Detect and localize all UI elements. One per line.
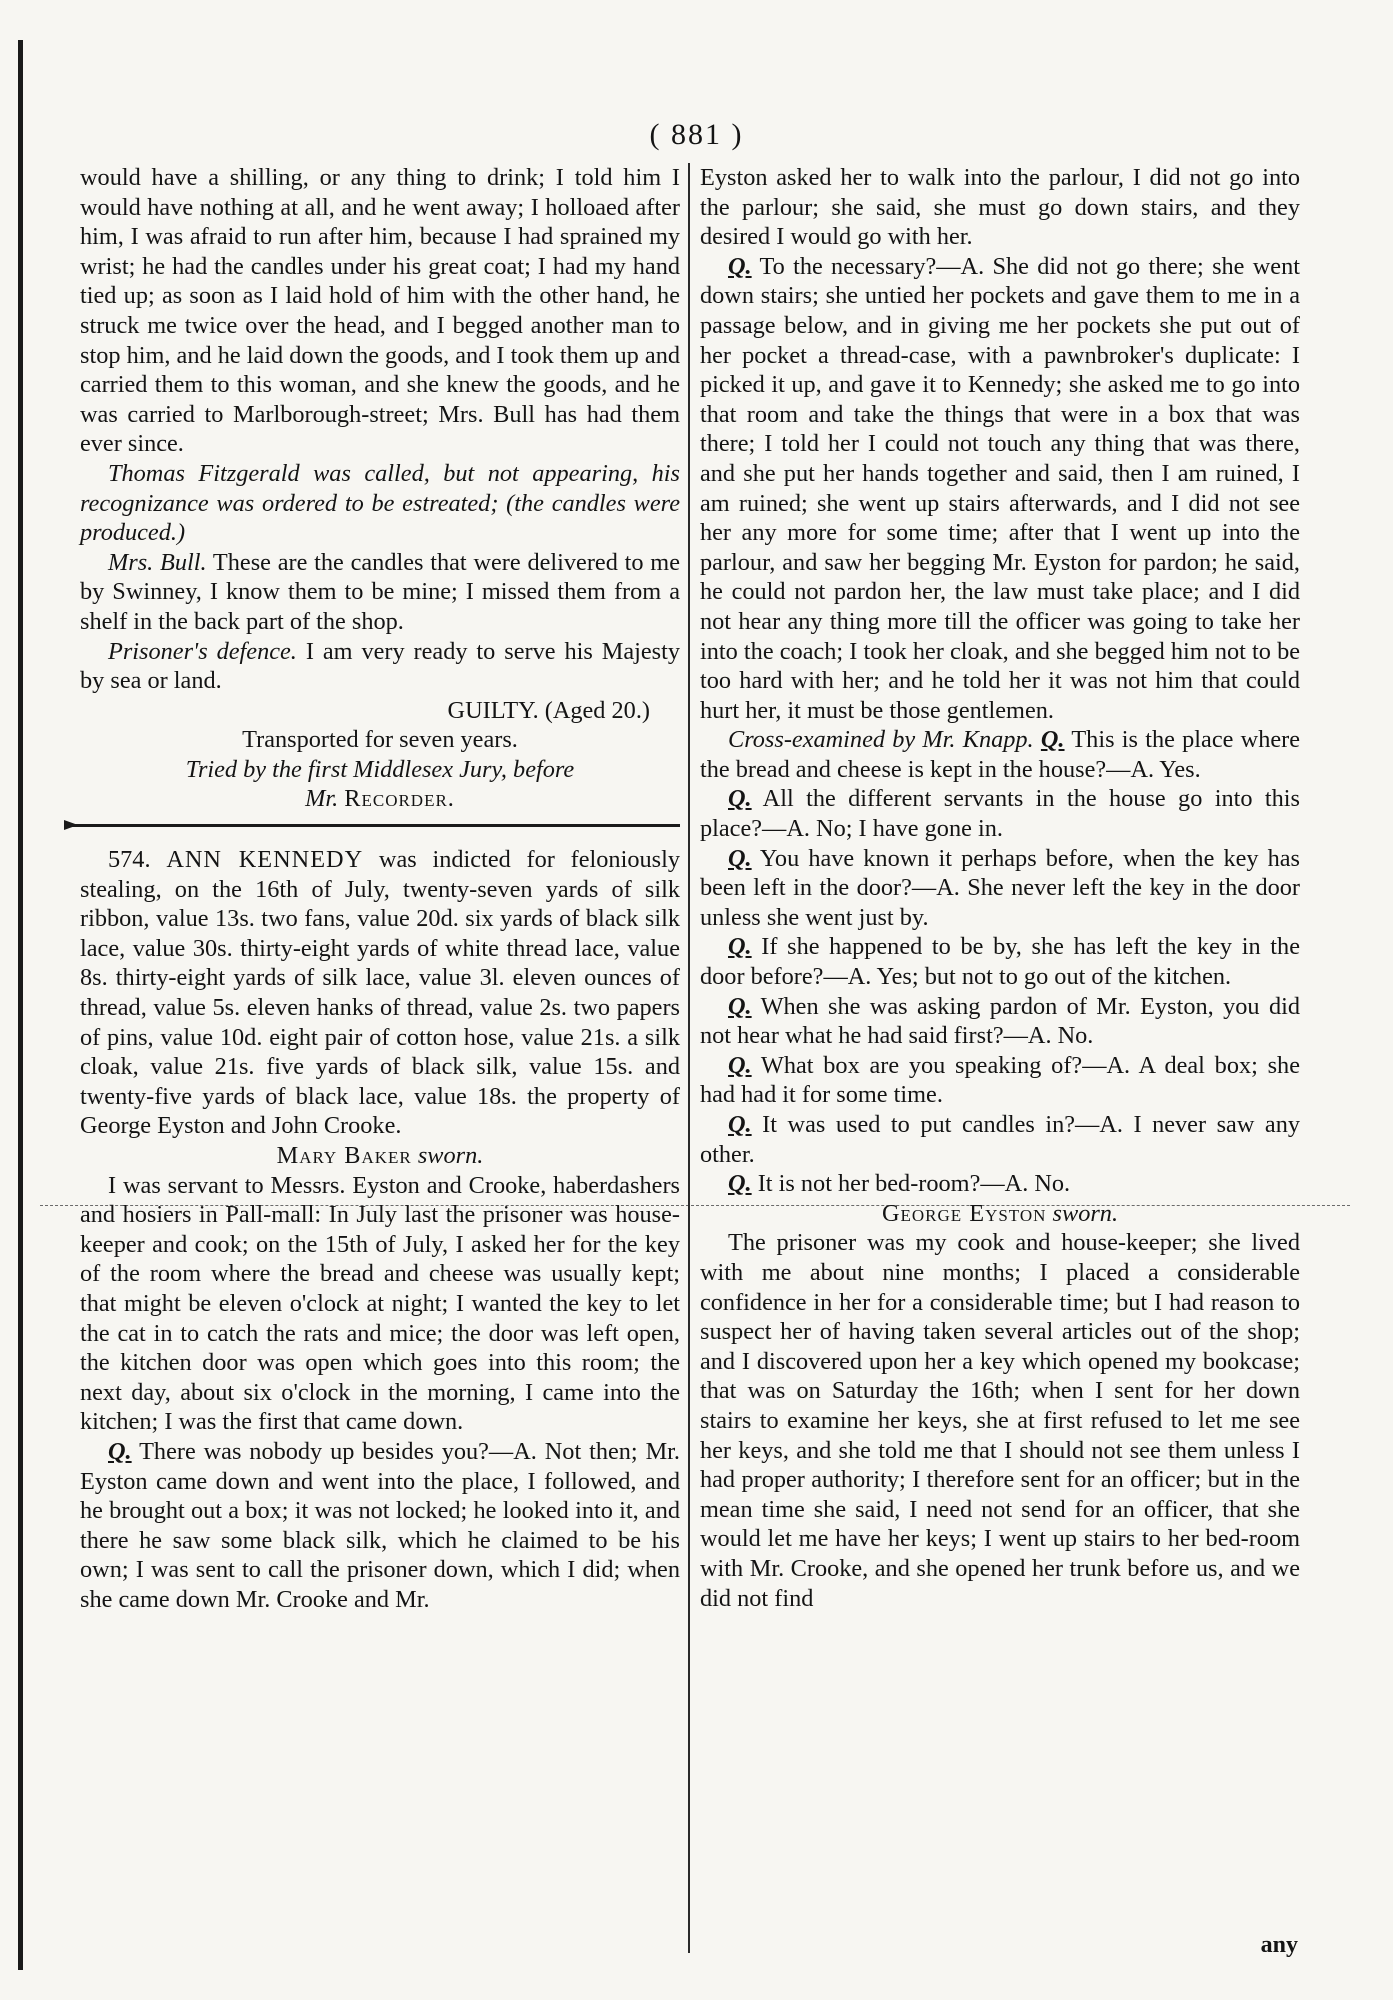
qa-text: It was used to put candles in?—A. I never saw any other. bbox=[700, 1111, 1300, 1168]
left-column bbox=[80, 163, 680, 1615]
sworn-label: sworn. bbox=[1052, 1199, 1119, 1227]
question bbox=[700, 1110, 1300, 1169]
q-marker: Q. bbox=[728, 992, 752, 1020]
question bbox=[700, 1051, 1300, 1110]
case-separator bbox=[64, 824, 680, 827]
witness-name: George Eyston bbox=[881, 1199, 1047, 1227]
qa-text: All the different servants in the house go into this place?—A. No; I have gone in. bbox=[700, 785, 1300, 843]
page-number: ( 881 ) bbox=[649, 118, 744, 151]
paragraph bbox=[80, 548, 680, 637]
paragraph: would have a shilling, or any thing to drink; I told him I would have nothing at all, and he went away; I holloaed after him, I was afraid to run after him, because I had sprained my wrist; he had the candles under his great coat; I had my hand tied up; as soon as I laid hold of him with the other hand, he struck me twice over the head, and I begged another man to stop him, and he laid down the goods, and I took them up and carried them to this woman, and she knew the goods, and he was carried to Marlborough-street; Mrs. Bull has had them ever since. bbox=[80, 164, 680, 458]
q-marker: Q. bbox=[728, 252, 752, 280]
q-marker: Q. bbox=[728, 1170, 752, 1198]
speaker: Prisoner's defence. bbox=[108, 637, 297, 665]
qa-text: There was nobody up besides you?—A. Not then; Mr. Eyston came down and went into the place, I followed, and he brought out a box; it was not locked; he looked into it, and there he saw some black silk, which he claimed to be his own; I was sent to call the prisoner down, which I did; when she came down Mr. Crooke and Mr. bbox=[80, 1437, 680, 1613]
sentence: Transported for seven years. bbox=[242, 726, 518, 754]
sworn-label: sworn. bbox=[417, 1142, 484, 1169]
qa-text: You have known it perhaps before, when the key has been left in the door?—A. She never left the key in the door unless she went just by. bbox=[700, 844, 1300, 931]
cross-label: Cross-examined by Mr. Knapp. bbox=[728, 726, 1034, 754]
paragraph: Eyston asked her to walk into the parlour, I did not go into the parlour; she said, she must go down stairs, and they desired I would go with her. bbox=[700, 164, 1300, 251]
qa-text: What box are you speaking of?—A. A deal box; she had had it for some time. bbox=[700, 1051, 1300, 1109]
speech: I am very ready to serve his Majesty by sea or land. bbox=[80, 637, 680, 695]
right-column bbox=[700, 163, 1300, 1613]
qa-text: This is the place where the bread and cheese is kept in the house?—A. Yes. bbox=[700, 726, 1301, 783]
question bbox=[700, 252, 1300, 726]
court-note: Thomas Fitzgerald was called, but not appearing, his recognizance was ordered to be estreated; (the candles were produced.) bbox=[80, 459, 680, 547]
speech: These are the candles that were delivered to me by Swinney, I know them to be mine; I missed them from a shelf in the back part of the shop. bbox=[80, 548, 680, 635]
question bbox=[700, 992, 1300, 1051]
cross-examination-heading bbox=[700, 725, 1300, 784]
q-marker: Q. bbox=[108, 1437, 132, 1465]
indictment: was indicted for feloniously stealing, on the 16th of July, twenty-seven yards of silk ribbon, value 13s. two fans, value 20d. six yards of black silk lace, value 30s. thirty-eight yards of white thread lace, value 8s. thirty-eight yards of silk lace, value 3l. eleven ounces of thread, value 5s. eleven hanks of thread, value 2s. two papers of pins, value 10d. eight pair of cotton hose, value 21s. a silk cloak, value 21s. five yards of black silk, value 15s. and twenty-five yards of black lace, value 18s. the property of George Eyston and John Crooke. bbox=[80, 846, 680, 1140]
q-marker: Q. bbox=[1040, 726, 1065, 754]
column-divider bbox=[688, 163, 690, 1953]
witness-heading bbox=[80, 1141, 680, 1171]
page-edge-rule bbox=[18, 40, 23, 1970]
qa-text: To the necessary?—A. She did not go there; she went down stairs; she untied her pockets and gave them to me in a passage below, and in giving me her pockets she put out of her pocket a thread-case, with a pawnbroker's duplicate: I picked it up, and gave it to Kennedy; she asked me to go into that room and take the things that were in a box that was there; I told her I could not touch any thing that was there, and she put her hands together and said, then I am ruined, I am ruined; she went up stairs afterwards, and I did not see her any more for some time; after that I went up into the parlour, and saw her begging Mr. Eyston for pardon; he said, he could not pardon her, the law must take place; and I did not hear any thing more till the officer was going to take her into the coach; I took her cloak, and she begged him not to be too hard with her; and he told her it was not him that could hurt her, it must be those gentlemen. bbox=[700, 252, 1300, 724]
question bbox=[700, 1169, 1300, 1199]
q-marker: Q. bbox=[728, 933, 752, 961]
catchword: any bbox=[1260, 1932, 1298, 1958]
witness-heading bbox=[700, 1199, 1300, 1229]
speaker: Mrs. Bull. bbox=[108, 548, 207, 576]
testimony: I was servant to Messrs. Eyston and Crooke, haberdashers and hosiers in Pall-mall: In July last the prisoner was house-keeper and cook; on the 15th of July, I asked her for the key of the room where the bread and cheese was usually kept; that might be eleven o'clock at night; I wanted the key to let the cat in to catch the rats and mice; the door was left open, the kitchen door was open which goes into this room; the next day, about six o'clock in the morning, I came into the kitchen; I was the first that came down. bbox=[80, 1171, 680, 1436]
qa-text: It is not her bed-room?—A. No. bbox=[751, 1170, 1071, 1198]
tried-by: Tried by the first Middlesex Jury, before bbox=[185, 755, 575, 783]
judge-prefix: Mr. bbox=[305, 785, 339, 813]
q-marker: Q. bbox=[728, 844, 752, 872]
testimony: The prisoner was my cook and house-keeper; she lived with me about nine months; I placed a considerable confidence in her for a considerable time; but I had reason to suspect her of having taken several articles out of the shop; and I discovered upon her a key which opened my bookcase; that was on Saturday the 16th; when I sent for her down stairs to examine her keys, she at first refused to let me see her keys, and she told me that I should not see them unless I had proper authority; I therefore sent for an officer; but in the mean time she said, I need not send for an officer, that she would let me have her keys; I went up stairs to her bed-room with Mr. Crooke, and she opened her trunk before us, and we did not find bbox=[700, 1229, 1300, 1612]
q-marker: Q. bbox=[728, 1051, 752, 1079]
judge: Recorder. bbox=[344, 785, 455, 813]
case-number: 574. bbox=[108, 846, 151, 874]
question bbox=[700, 932, 1300, 991]
paragraph bbox=[80, 637, 680, 696]
defendant-name: ANN KENNEDY bbox=[166, 846, 364, 874]
question bbox=[80, 1437, 680, 1615]
judge-line bbox=[80, 784, 680, 814]
case-intro bbox=[80, 845, 680, 1141]
q-marker: Q. bbox=[728, 785, 752, 813]
question bbox=[700, 784, 1300, 843]
witness-name: Mary Baker bbox=[276, 1142, 412, 1169]
qa-text: When she was asking pardon of Mr. Eyston, you did not hear what he had said first?—A. No. bbox=[700, 992, 1300, 1050]
verdict: GUILTY. (Aged 20.) bbox=[447, 696, 650, 724]
q-marker: Q. bbox=[728, 1111, 752, 1138]
question bbox=[700, 844, 1300, 933]
qa-text: If she happened to be by, she has left the key in the door before?—A. Yes; but not to go out of the kitchen. bbox=[700, 933, 1300, 991]
